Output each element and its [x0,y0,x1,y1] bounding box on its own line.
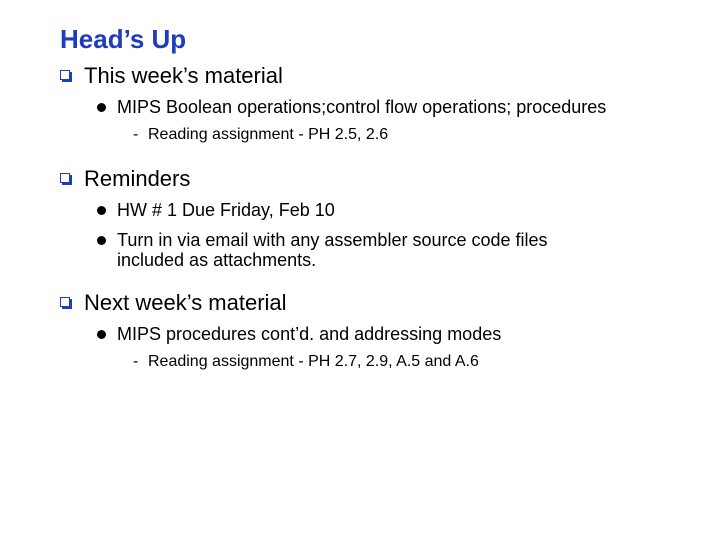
list-item-text-line1: Turn in via email with any assembler source code files [117,230,548,250]
list-item-text-line2: included as attachments. [117,250,317,270]
section-heading-text: Reminders [84,166,191,191]
list-item-text: HW # 1 Due Friday, Feb 10 [117,200,335,220]
square-bullet-icon [60,70,70,80]
dash-bullet-icon: - [133,126,139,143]
sub-list-item-text: Reading assignment - PH 2.5, 2.6 [148,126,389,143]
circle-bullet-icon [97,236,106,245]
circle-bullet-icon [97,206,106,215]
page-title: Head’s Up [60,24,187,54]
circle-bullet-icon [97,103,106,112]
square-bullet-icon [60,297,70,307]
square-bullet-icon [60,173,70,183]
sub-list-item-text: Reading assignment - PH 2.7, 2.9, A.5 and A.6 [148,353,479,370]
dash-bullet-icon: - [133,353,139,370]
circle-bullet-icon [97,330,106,339]
section-heading-text: This week’s material [84,63,283,88]
list-item-text: MIPS Boolean operations;control flow operations; procedures [117,97,607,117]
list-item-text: MIPS procedures cont’d. and addressing modes [117,324,502,344]
section-heading-text: Next week’s material [84,290,287,315]
